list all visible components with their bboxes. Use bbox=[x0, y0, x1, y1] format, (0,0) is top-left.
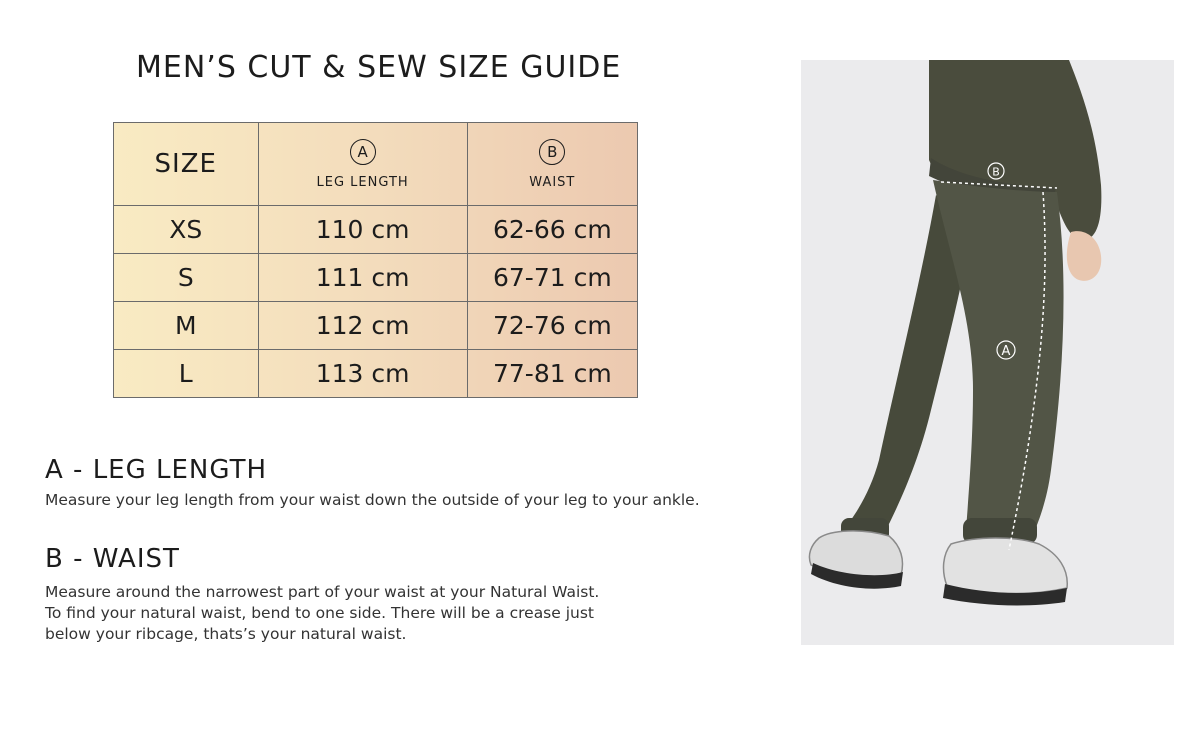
header-leg-length-label: LEG LENGTH bbox=[316, 174, 409, 190]
table-row bbox=[114, 254, 638, 302]
waist-cell: 77-81 cm bbox=[467, 350, 637, 398]
size-cell: L bbox=[114, 350, 259, 398]
header-leg-length bbox=[258, 123, 467, 206]
waist-cell: 72-76 cm bbox=[467, 302, 637, 350]
header-size bbox=[114, 123, 259, 206]
header-size-label: SIZE bbox=[154, 149, 217, 179]
photo-leg-marker: A bbox=[1001, 344, 1011, 359]
waist-marker-icon: B bbox=[539, 139, 565, 165]
leg-length-cell: 110 cm bbox=[258, 206, 467, 254]
table-row bbox=[114, 206, 638, 254]
waist-cell: 67-71 cm bbox=[467, 254, 637, 302]
model-photo bbox=[801, 60, 1174, 645]
photo-waist-marker: B bbox=[992, 165, 1000, 179]
leg-length-instructions: Measure your leg length from your waist down the outside of your leg to your ankle. bbox=[45, 491, 700, 509]
leg-length-cell: 113 cm bbox=[258, 350, 467, 398]
waist-heading: B - WAIST bbox=[45, 544, 180, 574]
table-row bbox=[114, 350, 638, 398]
size-cell: M bbox=[114, 302, 259, 350]
waist-instructions bbox=[45, 582, 745, 645]
waist-instructions-line: To find your natural waist, bend to one side. There will be a crease just bbox=[45, 604, 595, 622]
size-cell: XS bbox=[114, 206, 259, 254]
leg-marker-icon: A bbox=[350, 139, 376, 165]
header-waist bbox=[467, 123, 637, 206]
size-table bbox=[113, 122, 638, 398]
leg-length-heading: A - LEG LENGTH bbox=[45, 455, 268, 485]
waist-instructions-line: below your ribcage, thats’s your natural waist. bbox=[45, 625, 407, 643]
model-illustration bbox=[801, 60, 1174, 645]
waist-instructions-line: Measure around the narrowest part of your waist at your Natural Waist. bbox=[45, 583, 600, 601]
waist-cell: 62-66 cm bbox=[467, 206, 637, 254]
table-header-row bbox=[114, 123, 638, 206]
table-row bbox=[114, 302, 638, 350]
size-cell: S bbox=[114, 254, 259, 302]
leg-length-cell: 111 cm bbox=[258, 254, 467, 302]
header-waist-label: WAIST bbox=[529, 174, 576, 190]
page-title: MEN’S CUT & SEW SIZE GUIDE bbox=[136, 50, 622, 85]
leg-length-cell: 112 cm bbox=[258, 302, 467, 350]
